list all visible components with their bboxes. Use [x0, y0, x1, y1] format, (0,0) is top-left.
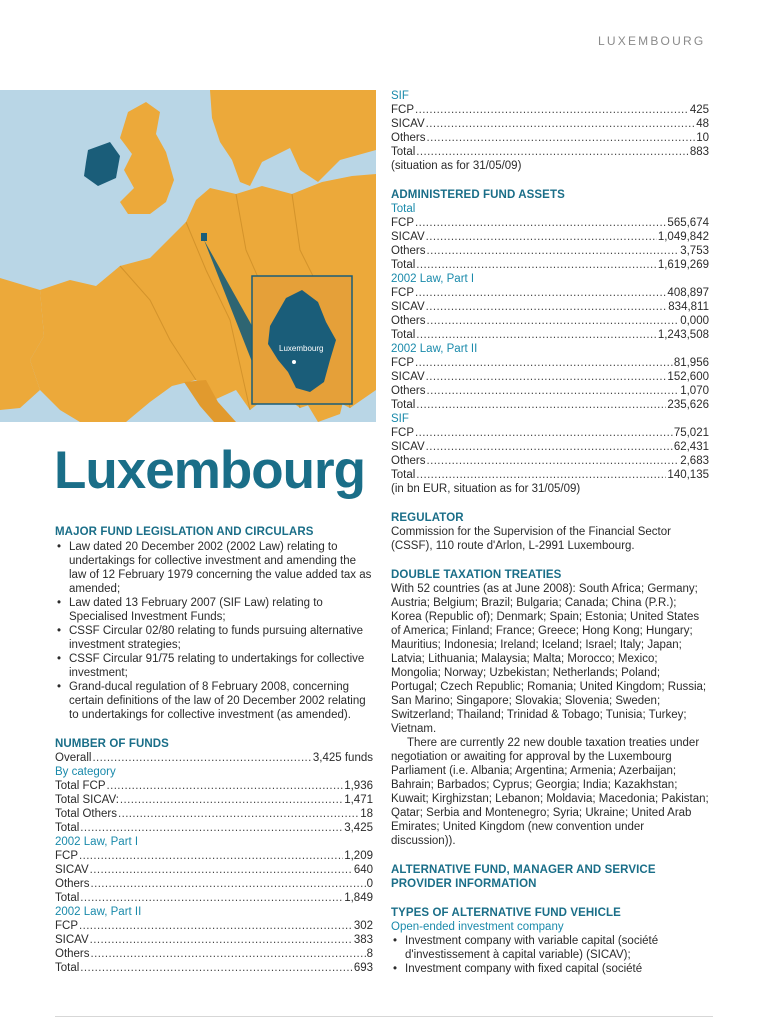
list-item: • CSSF Circular 91/75 relating to undertakings for collective investment; — [55, 652, 373, 680]
list-item: • Grand-ducal regulation of 8 February 2008, concerning certain definitions of the law of 20 December 2002 relating to undertakings for collective investment (as amended). — [55, 680, 373, 722]
sif-note: (situation as for 31/05/09) — [391, 160, 522, 172]
table-row: SICAV ..... 640 — [55, 863, 373, 877]
treaties-text: With 52 countries (as at June 2008): South Africa; Germany; Austria; Belgium; Brazil; Bulgaria; Canada; China (P.R.); Korea (Republic of); Denmark; Spain; Estonia; United States of America; Finland; France; Greece; Hong Kong; Hungary; Mauritius; Indonesia; Ireland; Iceland; Israel; Italy; Japan; Latvia; Lithuania; Malaysia; Malta; Morocco; Mexico; Mongolia; Norway; Uzbekistan; Netherlands; Poland; Portugal; Czech Republic; Romania; United Kingdom; Russia; San Marino; Singapore; Slovakia; Slovenia; Sweden; Switzerland; Thailand; Trinidad & Tobago; Tunisia; Turkey; Vietnam. — [391, 583, 707, 735]
list-item: • Investment company with fixed capital (société — [391, 962, 709, 976]
treaties-text-negotiation: There are currently 22 new double taxation treaties under negotiation or awaiting for approval by the Luxembourg Parliament (i.e. Albania; Argentina; Armenia; Azerbaijan; Bahrain; Barbados; Cyprus; Georgia; India; Kazakhstan; Kuwait; Kirghizstan; Lebanon; Moldavia; Macedonia; Pakistan; Qatar; Serbia and Montenegro; Syria; Ukraine; United Arab Emirates; United Kingdom (new convention under discussion)). — [391, 737, 709, 847]
group-title: SIF — [391, 413, 409, 425]
list-item: • Law dated 13 February 2007 (SIF Law) relating to Specialised Investment Funds; — [55, 596, 373, 624]
group-title: 2002 Law, Part II — [391, 343, 478, 355]
group-title: 2002 Law, Part I — [391, 273, 475, 285]
group-title: Total — [391, 203, 416, 215]
table-row: Others ..... 0,000 — [391, 314, 709, 328]
table-row: FCP ..... 1,209 — [55, 849, 373, 863]
table-row: Total ..... 693 — [55, 961, 373, 975]
table-row: FCP ..... 565,674 — [391, 216, 709, 230]
group-title: 2002 Law, Part I — [55, 836, 139, 848]
table-row: Others ..... 8 — [55, 947, 373, 961]
map-label-luxembourg: Luxembourg — [279, 344, 324, 353]
footer-divider — [55, 1016, 713, 1017]
table-row: SICAV ..... 383 — [55, 933, 373, 947]
list-item: • CSSF Circular 02/80 relating to funds pursuing alternative investment strategies; — [55, 624, 373, 652]
table-row: Total Others ..... 18 — [55, 807, 373, 821]
running-header-country: LUXEMBOURG — [598, 34, 706, 48]
table-row: Total SICAV: ..... 1,471 — [55, 793, 373, 807]
table-row: SICAV ..... 62,431 — [391, 440, 709, 454]
group-title: By category — [55, 766, 116, 778]
table-row: Total ..... 140,135 — [391, 468, 709, 482]
sif-title: SIF — [391, 90, 409, 102]
table-row: FCP ..... 408,897 — [391, 286, 709, 300]
table-row: Total ..... 1,619,269 — [391, 258, 709, 272]
table-row: Others ..... 10 — [391, 131, 709, 145]
table-row: Total FCP ..... 1,936 — [55, 779, 373, 793]
table-row: Total ..... 235,626 — [391, 398, 709, 412]
table-row: SICAV ..... 834,811 — [391, 300, 709, 314]
legislation-heading: MAJOR FUND LEGISLATION AND CIRCULARS — [55, 526, 314, 538]
table-row: Others ..... 3,753 — [391, 244, 709, 258]
table-row: Others ..... 1,070 — [391, 384, 709, 398]
table-row: Total ..... 883 — [391, 145, 709, 159]
list-item: • Investment company with variable capital (société d'investissement à capital variable) (SICAV); — [391, 934, 709, 962]
list-item: • Law dated 20 December 2002 (2002 Law) relating to undertakings for collective investment and amending the law of 12 February 1979 concerning the value added tax as amended; — [55, 540, 373, 596]
table-row: Others ..... 2,683 — [391, 454, 709, 468]
page-title: Luxembourg — [54, 441, 365, 500]
table-row: FCP ..... 425 — [391, 103, 709, 117]
vehicle-list — [391, 934, 709, 976]
right-column — [391, 89, 709, 976]
overall-row: Overall ..... 3,425 funds — [55, 751, 373, 765]
table-row: SICAV ..... 48 — [391, 117, 709, 131]
table-row: Others ..... 0 — [55, 877, 373, 891]
vehicle-types-heading: TYPES OF ALTERNATIVE FUND VEHICLE — [391, 907, 621, 919]
europe-map-icon — [0, 90, 376, 422]
table-row: FCP ..... 81,956 — [391, 356, 709, 370]
regulator-text: Commission for the Supervision of the Financial Sector (CSSF), 110 route d'Arlon, L-2991 Luxembourg. — [391, 526, 671, 552]
assets-heading: ADMINISTERED FUND ASSETS — [391, 189, 565, 201]
alt-fund-heading: ALTERNATIVE FUND, MANAGER AND SERVICE PROVIDER INFORMATION — [391, 864, 656, 890]
regulator-heading: REGULATOR — [391, 512, 464, 524]
table-row: Total ..... 3,425 — [55, 821, 373, 835]
group-title: 2002 Law, Part II — [55, 906, 142, 918]
table-row: Total ..... 1,243,508 — [391, 328, 709, 342]
table-row: FCP ..... 302 — [55, 919, 373, 933]
vehicle-sub-head: Open-ended investment company — [391, 921, 564, 933]
treaties-heading: DOUBLE TAXATION TREATIES — [391, 569, 562, 581]
table-row: SICAV ..... 152,600 — [391, 370, 709, 384]
left-column — [55, 525, 373, 975]
legislation-list — [55, 540, 373, 722]
table-row: SICAV ..... 1,049,842 — [391, 230, 709, 244]
number-of-funds-heading: NUMBER OF FUNDS — [55, 738, 169, 750]
table-row: FCP ..... 75,021 — [391, 426, 709, 440]
assets-note: (in bn EUR, situation as for 31/05/09) — [391, 483, 581, 495]
table-row: Total ..... 1,849 — [55, 891, 373, 905]
